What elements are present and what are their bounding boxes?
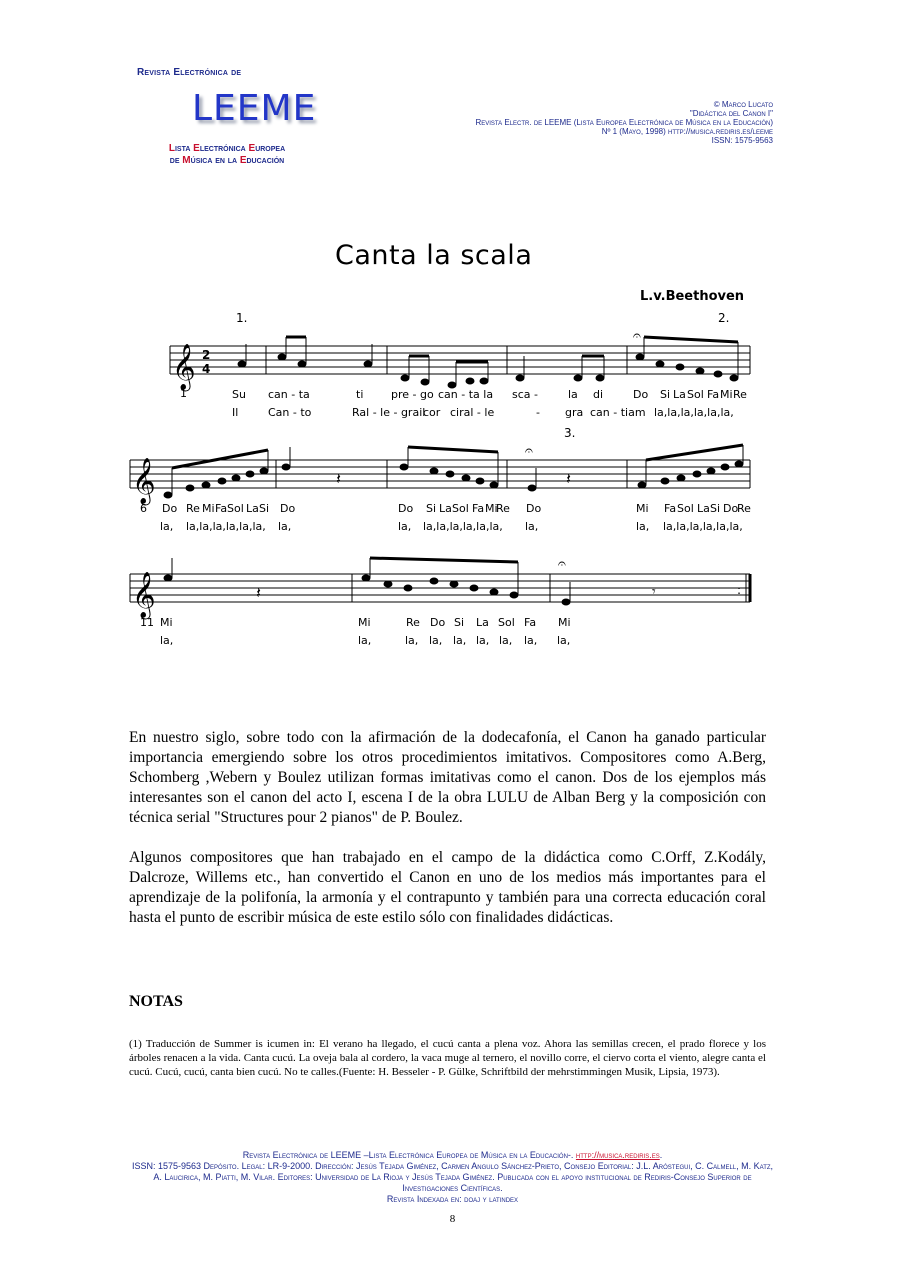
measure-number-11: 11 (140, 616, 154, 629)
lyric-syllable: la, (405, 634, 419, 647)
lyric-syllable: la, (398, 520, 412, 533)
lyric-syllable: Mi (558, 616, 571, 629)
measure-number-1: 1 (180, 387, 187, 400)
lyric-syllable: Re (737, 502, 751, 515)
journal-logo-wordmark: LEEME (192, 88, 317, 129)
lyric-syllable: la, (499, 634, 513, 647)
lyric-syllable: la, (524, 634, 538, 647)
lyrics-system-3-line-2 (160, 634, 570, 647)
lyric-syllable: La (673, 388, 686, 401)
notes-system-2 (164, 445, 743, 498)
quarter-rest-icon-3: 𝄽 (256, 583, 261, 602)
lyric-syllable: Do (526, 502, 542, 515)
lyric-syllable: la,la,la,la,la,la, (423, 520, 503, 533)
fermata-icon-1: 𝄐 (633, 328, 641, 344)
lyrics-system-1-line-2 (232, 406, 734, 419)
logo-subtitle-line2: de Música en la Educación (169, 155, 285, 166)
lyric-syllable: Do (280, 502, 296, 515)
music-score (120, 300, 770, 660)
lyric-syllable: Mi (720, 388, 733, 401)
lyric-syllable: Can - to (268, 406, 312, 419)
measure-number-6: 6 (140, 502, 147, 515)
time-signature-top: 2 (202, 348, 211, 362)
journal-logo-top-text: Revista Electrónica de (137, 67, 242, 78)
entry-mark-2: 2. (718, 311, 730, 325)
lyric-syllable: Fa (472, 502, 485, 515)
lyric-syllable: can - ta la (438, 388, 494, 401)
citation-issue: Nº 1 (Mayo, 1998) http://musica.rediris.es/leeme (601, 127, 773, 136)
lyric-syllable: la,la,la,la,la,la, (663, 520, 743, 533)
lyric-syllable: sca - (512, 388, 538, 401)
lyric-syllable: Sol (687, 388, 704, 401)
lyric-syllable: la, (160, 634, 174, 647)
page-footer (130, 1150, 775, 1205)
lyric-syllable: la, (636, 520, 650, 533)
citation-header (353, 100, 773, 145)
lyric-syllable: la, (278, 520, 292, 533)
lyric-syllable: la, (476, 634, 490, 647)
lyric-syllable: Do (398, 502, 414, 515)
lyric-syllable: gra (565, 406, 584, 419)
lyric-syllable: di (593, 388, 604, 401)
lyric-syllable: - (536, 406, 540, 419)
lyric-syllable: can - tiam (590, 406, 646, 419)
lyric-syllable: Do (633, 388, 649, 401)
journal-logo-subtitle (137, 143, 317, 167)
lyric-syllable: Do (430, 616, 446, 629)
fermata-icon-2: 𝄐 (525, 443, 533, 459)
lyric-syllable: Sol (227, 502, 244, 515)
footer-line-2: ISSN: 1575-9563 Depósito. Legal: LR-9-2000. Dirección: Jesús Tejada Giménez, Carmen Angulo Sánchez-Prieto, Consejo Editorial: J.L. Aróstegui, C. Calmell, M. Katz, A. Laucirica, M. Piatti, M. Vilar. Editores: Universidad de La Rioja y Jesús Tejada Giménez. Publicada con el apoyo institucional de Rediris-Consejo Superior de Investigaciones Científicas. (131, 1161, 774, 1193)
lyric-syllable: Su (232, 388, 246, 401)
lyric-syllable: La (476, 616, 489, 629)
lyric-syllable: La (246, 502, 259, 515)
treble-clef-icon-2: 𝄞 (132, 458, 156, 504)
lyric-syllable: Do (162, 502, 178, 515)
lyric-syllable: Mi (636, 502, 649, 515)
lyric-syllable: pre - go (391, 388, 434, 401)
lyric-syllable: ti (356, 388, 364, 401)
lyric-syllable: la (568, 388, 578, 401)
citation-issn: ISSN: 1575-9563 (711, 136, 773, 145)
lyric-syllable: cor (423, 406, 441, 419)
lyric-syllable: la, (525, 520, 539, 533)
lyric-syllable: Si (426, 502, 437, 515)
eighth-rest-icon: 𝄾 (652, 584, 656, 600)
lyric-syllable: la, (358, 634, 372, 647)
staff-system-3 (130, 574, 750, 602)
fermata-icon-3: 𝄐 (558, 556, 566, 572)
journal-link[interactable]: http://musica.rediris.es (575, 1150, 660, 1160)
citation-title: "Didáctica del Canon I" (689, 109, 773, 118)
treble-clef-icon: 𝄞 (172, 344, 196, 390)
lyric-syllable: la,la,la,la,la,la, (186, 520, 266, 533)
score-title: Canta la scala (335, 240, 533, 271)
footer-line-3: Revista Indexada en: doaj y latindex (386, 1194, 519, 1204)
footer-line-1: Revista Electrónica de LEEME –Lista Electrónica Europea de Música en la Educación-. http://musica.rediris.es. (242, 1150, 663, 1160)
lyric-syllable: can - ta (268, 388, 310, 401)
score-composer: L.v.Beethoven (640, 289, 745, 304)
lyrics-system-1-line-1 (232, 388, 747, 401)
quarter-rest-icon-2: 𝄽 (566, 469, 571, 488)
lyric-syllable: Sol (677, 502, 694, 515)
citation-author: © Marco Lucato (713, 100, 773, 109)
lyric-syllable: Sol (498, 616, 515, 629)
lyric-syllable: Mi (358, 616, 371, 629)
body-paragraph-1: En nuestro siglo, sobre todo con la afirmación de la dodecafonía, el Canon ha ganado particular importancia emergiendo sobre los otros procedimientos imitativos. Compositores como A.Berg, Schomberg ,Webern y Boulez utilizan formas imitativas como el canon. Dos de los ejemplos más interesantes son el canon del acto I, escena I de la obra LULU de Alban Berg y la composición con técnica serial "Structures pour 2 pianos" de P. Boulez. (129, 729, 766, 826)
staff-system-1 (170, 346, 750, 374)
logo-subtitle-line1: Lista Electrónica Europea (168, 143, 286, 154)
lyrics-system-3-line-1 (160, 616, 571, 629)
lyric-syllable: Il (232, 406, 239, 419)
lyric-syllable: Mi (160, 616, 173, 629)
lyric-syllable: Mi (202, 502, 215, 515)
lyric-syllable: Mi (485, 502, 498, 515)
lyric-syllable: Si (259, 502, 270, 515)
lyric-syllable: Fa (664, 502, 677, 515)
page-number: 8 (449, 1213, 456, 1225)
lyric-syllable: la, (160, 520, 174, 533)
lyric-syllable: Fa (707, 388, 720, 401)
lyric-syllable: ciral - le (450, 406, 495, 419)
notes-system-1 (238, 337, 738, 388)
lyric-syllable: la, (429, 634, 443, 647)
lyric-syllable: Do (723, 502, 739, 515)
citation-journal: Revista Electr. de LEEME (Lista Europea Electrónica de Música en la Educación) (475, 118, 773, 127)
time-signature-bottom: 4 (202, 362, 211, 376)
lyric-syllable: Re (406, 616, 420, 629)
lyric-syllable: Re (733, 388, 747, 401)
lyric-syllable: Re (496, 502, 510, 515)
lyrics-system-2-line-2 (160, 520, 743, 533)
lyric-syllable: Ral - le - grail (352, 406, 426, 419)
lyric-syllable: La (697, 502, 710, 515)
lyric-syllable: Fa (524, 616, 537, 629)
repeat-dots-icon: : (737, 583, 742, 597)
entry-mark-3: 3. (564, 426, 576, 440)
lyric-syllable: la, (453, 634, 467, 647)
quarter-rest-icon-1: 𝄽 (336, 469, 341, 488)
notes-heading: NOTAS (129, 993, 183, 1010)
entry-mark-1: 1. (236, 311, 248, 325)
lyric-syllable: Si (454, 616, 465, 629)
lyric-syllable: Fa (215, 502, 228, 515)
treble-clef-icon-3: 𝄞 (132, 572, 156, 618)
lyric-syllable: Sol (452, 502, 469, 515)
lyric-syllable: Si (710, 502, 721, 515)
footnote-1: (1) Traducción de Summer is icumen in: El verano ha llegado, el cucú canta a plena voz. Ahora las semillas crecen, el prado florece y los árboles renacen a la vida. Canta cucú. La oveja bala al cordero, la vaca muge al ternero, el novillo corre, el ciervo corta el viento, alegre canta el cucú. Cucú, cucú, canta bien cucú. No te calles.(Fuente: H. Besseler - P. Gülke, Schriftbild der mehrstimmingen Musik, Lipsia, 1973). (129, 1038, 766, 1078)
lyric-syllable: la, (557, 634, 571, 647)
lyric-syllable: Re (186, 502, 200, 515)
lyric-syllable: La (439, 502, 452, 515)
lyrics-system-2-line-1 (162, 502, 751, 515)
lyric-syllable: la,la,la,la,la,la, (654, 406, 734, 419)
body-paragraph-2: Algunos compositores que han trabajado en el campo de la didáctica como C.Orff, Z.Kodály, Dalcroze, Willems etc., han convertido el Canon en uno de los medios más importantes para el aprendizaje de la polifonía, la armonía y el contrapunto y también para una correcta educación coral hasta el punto de escribir música de este estilo sólo con finalidades didácticas. (129, 849, 766, 926)
lyric-syllable: Si (660, 388, 671, 401)
